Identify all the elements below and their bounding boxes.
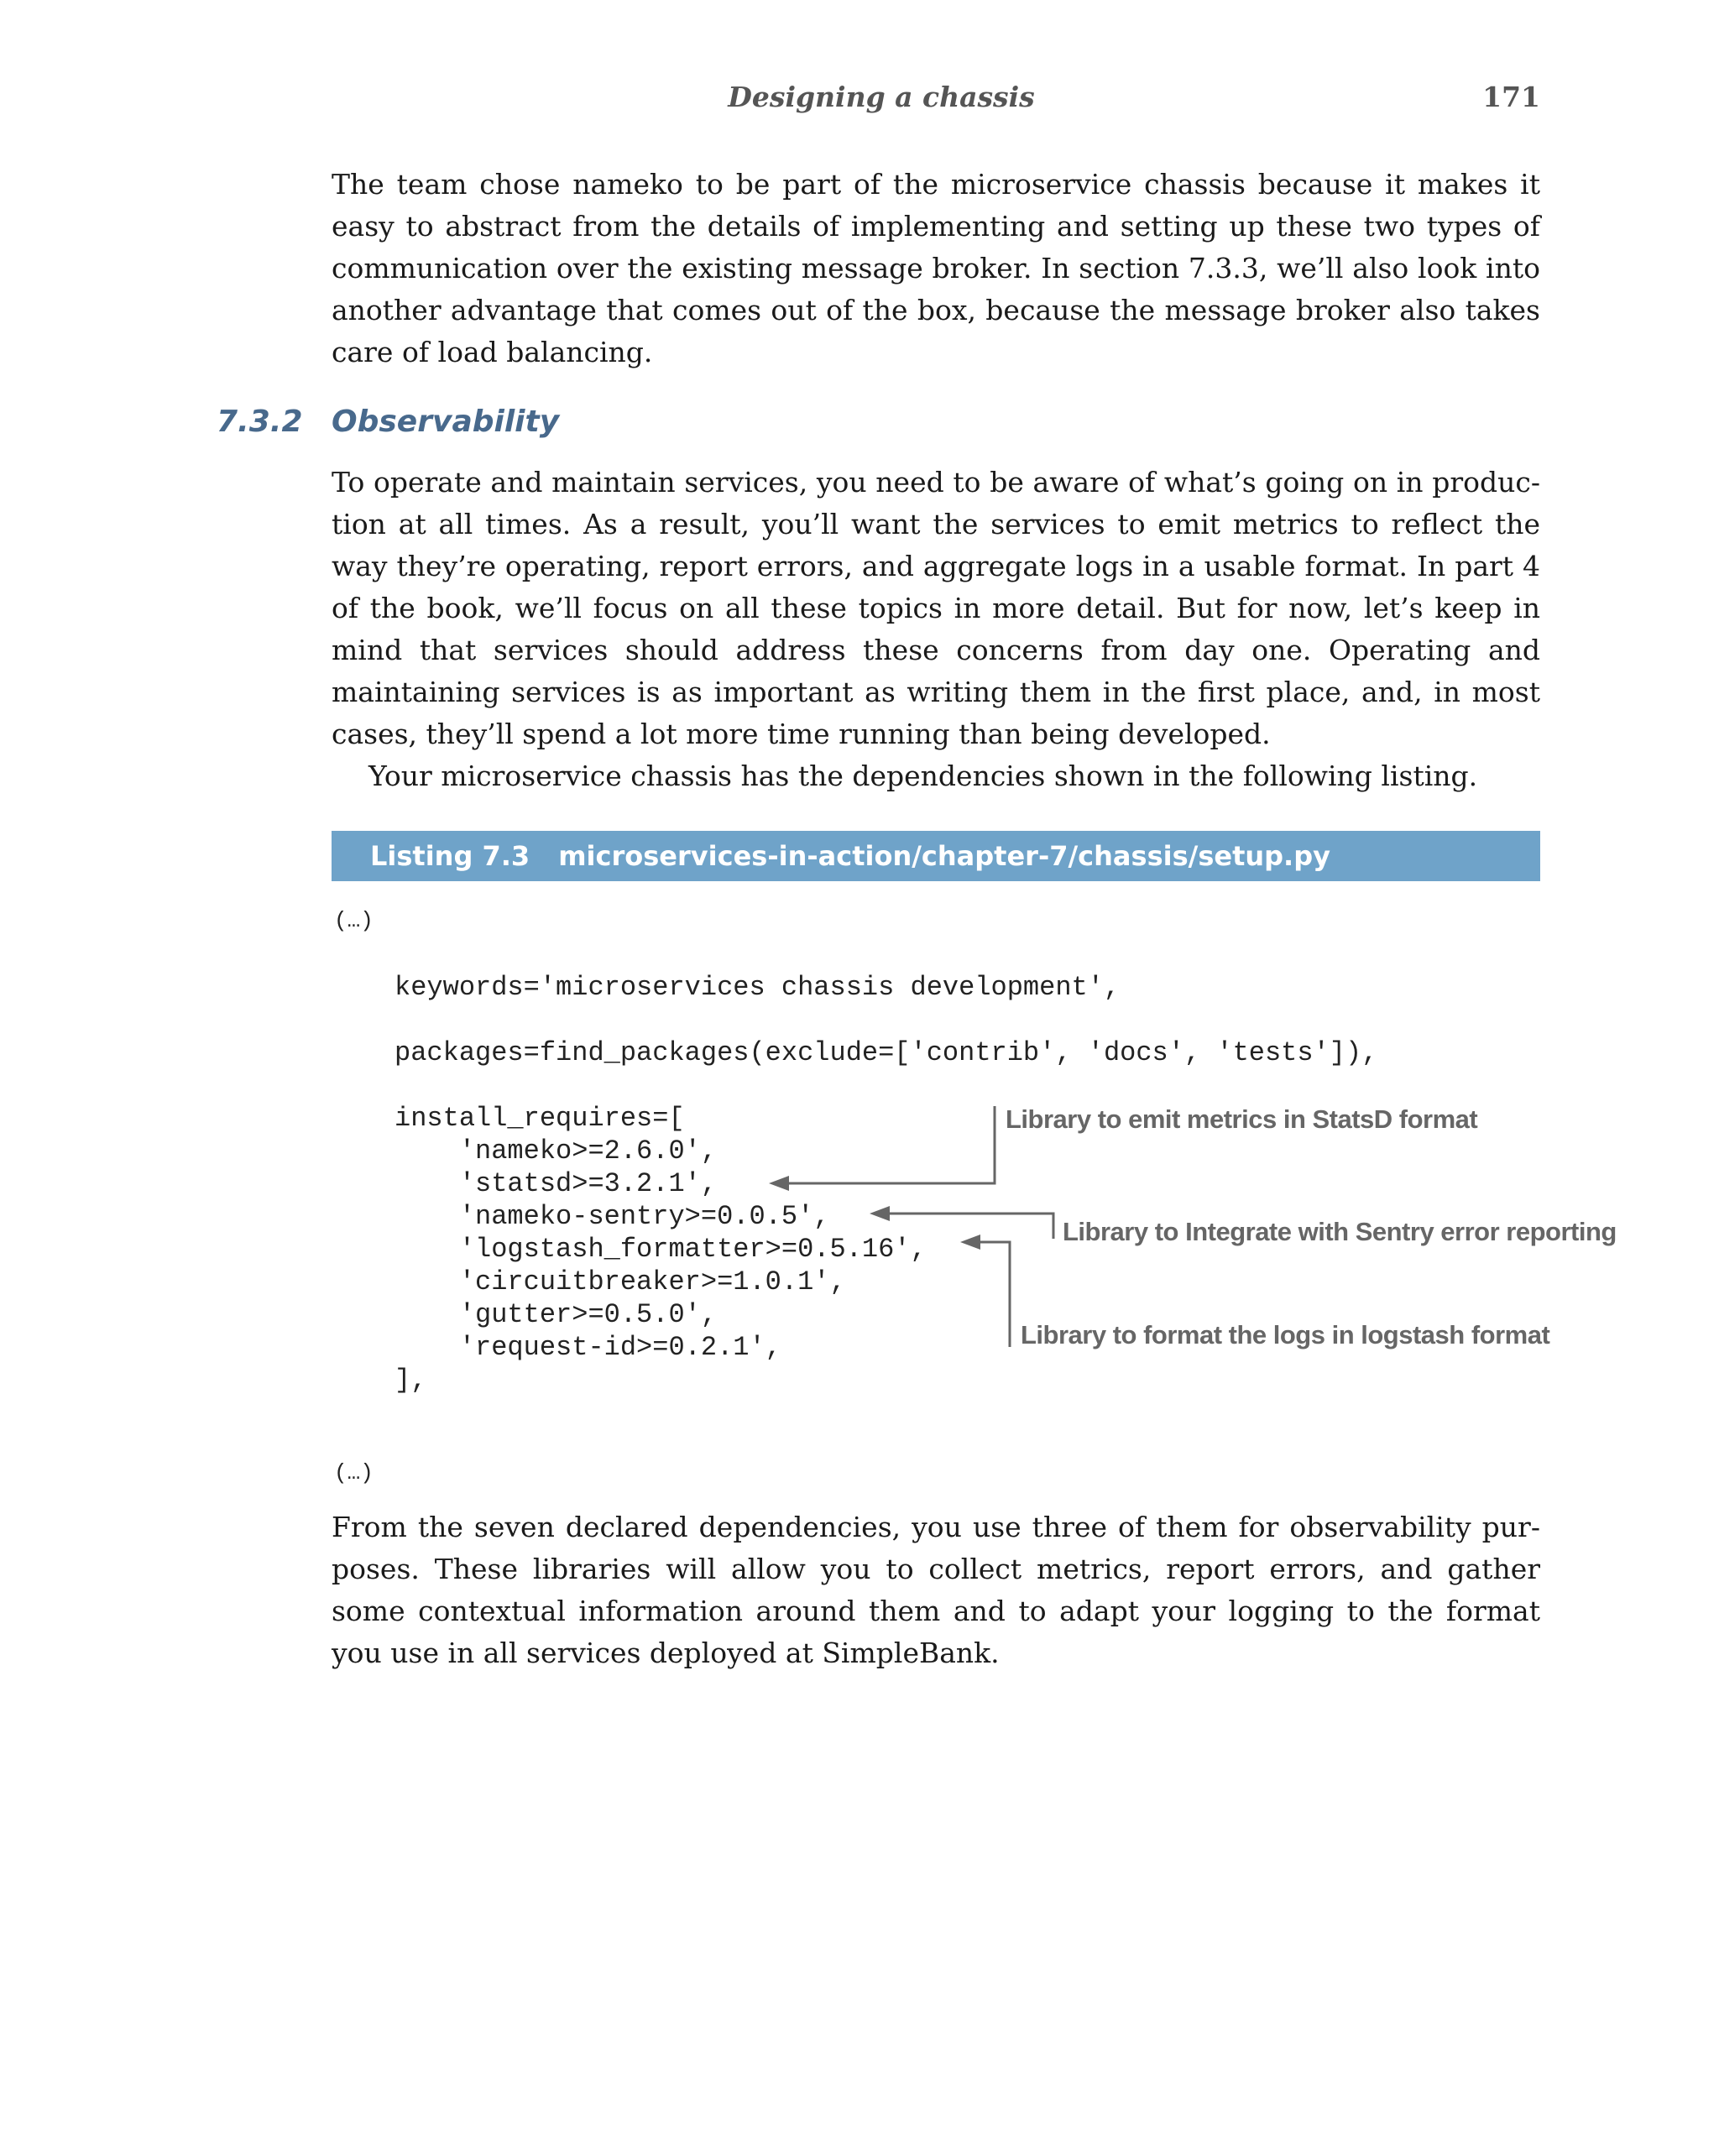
- intro-paragraph: The team chose nameko to be part of the microservice chassis because it makes it easy to abstract from the details of implementing and setting up these two types of communication over the existing message broker. In section 7.3.3, we’ll also look into another advantage that comes out of the box, because the message broker also takes care of load balancing.: [332, 168, 1540, 368]
- code-ellipsis-bottom: (…): [334, 1460, 374, 1485]
- section-number: 7.3.2: [217, 405, 303, 439]
- code-line: 'statsd>=3.2.1',: [394, 1168, 718, 1199]
- code-line: 'gutter>=0.5.0',: [394, 1299, 718, 1330]
- code-ellipsis-top: (…): [334, 908, 374, 933]
- arrow-statsd: [769, 1106, 995, 1191]
- arrow-sentry: [870, 1206, 1053, 1239]
- listing-intro-paragraph: Your microservice chassis has the dependencies shown in the following listing.: [368, 760, 1478, 792]
- running-title: Designing a chassis: [728, 81, 1035, 113]
- code-line: 'nameko-sentry>=0.0.5',: [394, 1201, 830, 1232]
- listing-path: microservices-in-action/chapter-7/chassis/setup.py: [558, 840, 1330, 872]
- section-title: Observability: [332, 405, 560, 439]
- observability-paragraph: To operate and maintain services, you need to be aware of what’s going on in production at all times. As a result, you’ll want the services to emit metrics to reflect the way they’re operating, report errors, and aggregate logs in a usable format. In part 4 of the book, we’ll focus on all these topics in more detail. But for now, let’s keep in mind that services should address these concerns from day one. Operating and maintaining services is as important as writing them in the first place, and, in most cases, they’ll spend a lot more time running than being developed.: [332, 466, 1540, 750]
- code-line: keywords='microservices chassis development',: [394, 972, 1121, 1003]
- code-line: 'request-id>=0.2.1',: [394, 1332, 781, 1363]
- code-line: 'logstash_formatter>=0.5.16',: [394, 1234, 927, 1265]
- page-number: 171: [1482, 81, 1540, 113]
- code-line: packages=find_packages(exclude=['contrib', 'docs', 'tests']),: [394, 1037, 1378, 1068]
- code-line: 'circuitbreaker>=1.0.1',: [394, 1266, 846, 1297]
- arrow-logstash: [960, 1235, 1010, 1347]
- annotation-statsd: Library to emit metrics in StatsD format: [1006, 1104, 1478, 1134]
- closing-paragraph: From the seven declared dependencies, you use three of them for observability purposes. These libraries will allow you to collect metrics, report errors, and gather some contextual information around them and to adapt your logging to the format you use in all services deployed at SimpleBank.: [332, 1511, 1540, 1669]
- listing-label: Listing 7.3: [370, 840, 530, 872]
- code-line: install_requires=[: [394, 1103, 685, 1134]
- code-line: 'nameko>=2.6.0',: [394, 1135, 718, 1167]
- annotation-sentry: Library to Integrate with Sentry error reporting: [1063, 1217, 1617, 1246]
- code-line: ],: [394, 1365, 427, 1396]
- annotation-logstash: Library to format the logs in logstash format: [1021, 1320, 1550, 1349]
